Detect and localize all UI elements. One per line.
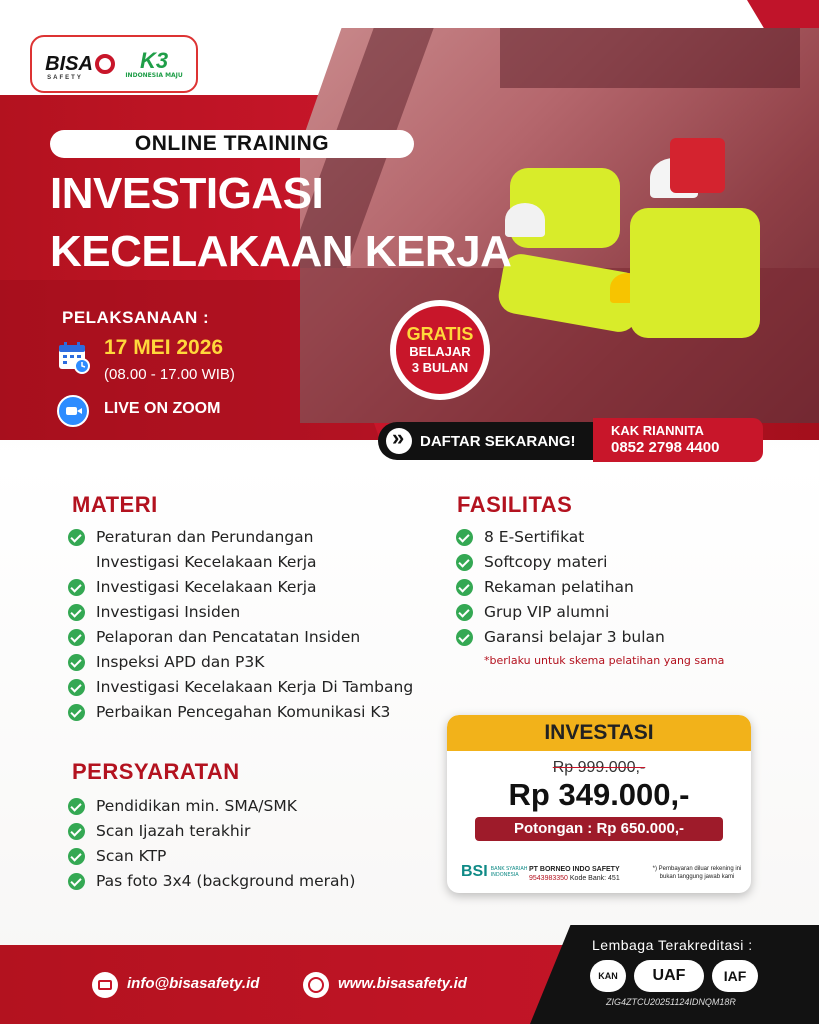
check-icon: [456, 579, 473, 596]
list-item: [68, 575, 413, 600]
double-chevron-right-icon: [386, 428, 412, 454]
list-item-text: Pendidikan min. SMA/SMK: [96, 797, 297, 815]
fasilitas-list: [456, 525, 665, 650]
list-item: [68, 525, 413, 575]
calendar-icon: [57, 340, 91, 374]
bisa-logo-text: BISA: [45, 52, 93, 75]
investment-card: [447, 715, 751, 893]
list-item-text: Scan Ijazah terakhir: [96, 822, 251, 840]
list-item-text: Grup VIP alumni: [484, 603, 610, 621]
check-icon: [68, 604, 85, 621]
bank-code: Kode Bank: 451: [569, 875, 620, 882]
event-date: 17 MEI 2026: [104, 336, 224, 359]
check-icon: [456, 554, 473, 571]
list-item: [68, 700, 413, 725]
check-icon: [68, 654, 85, 671]
uaf-logo: UAF: [634, 960, 704, 992]
certificate-code: ZIG4ZTCU20251124IDNQM18R: [606, 997, 736, 1007]
kan-logo: KAN: [590, 960, 626, 992]
k3-logo: [125, 47, 183, 79]
k3-logo-sub: INDONESIA MAJU: [125, 71, 183, 79]
zoom-icon: [57, 395, 89, 427]
check-icon: [68, 529, 85, 546]
page-title-line-2: KECELAKAAN KERJA: [50, 227, 512, 276]
first-aid-kit: [670, 138, 725, 193]
k3-logo-text: K3: [140, 47, 169, 73]
mail-icon: [92, 972, 118, 998]
list-item: [456, 525, 665, 550]
check-icon: [68, 798, 85, 815]
payment-disclaimer: *) Pembayaran diluar rekening ini bukan tanggung jawab kami: [652, 866, 742, 880]
discount-badge: Potongan : Rp 650.000,-: [475, 817, 723, 841]
badge-line-1: GRATIS: [406, 324, 474, 344]
list-item: [68, 794, 355, 819]
old-price: Rp 999.000,-: [552, 759, 646, 776]
list-item: [68, 600, 413, 625]
check-icon: [68, 629, 85, 646]
training-type-pill: ONLINE TRAINING: [50, 130, 414, 158]
page-title-line-1: INVESTIGASI: [50, 169, 324, 218]
bank-info: [529, 865, 620, 883]
contact-name: KAK RIANNITA: [611, 423, 704, 438]
account-name: PT BORNEO INDO SAFETY: [529, 866, 620, 873]
event-time: (08.00 - 17.00 WIB): [104, 366, 235, 383]
list-item-text: Investigasi Insiden: [96, 603, 241, 621]
globe-icon: [303, 972, 329, 998]
list-item-text: Garansi belajar 3 bulan: [484, 628, 665, 646]
list-item-text: Softcopy materi: [484, 553, 608, 571]
list-item-text: Rekaman pelatihan: [484, 578, 634, 596]
iaf-logo: IAF: [712, 960, 758, 992]
list-item: [68, 625, 413, 650]
register-button[interactable]: [378, 422, 593, 460]
check-icon: [68, 579, 85, 596]
list-item-text: Pelaporan dan Pencatatan Insiden: [96, 628, 361, 646]
worker-vest: [630, 208, 760, 338]
contact-box[interactable]: [593, 418, 763, 462]
fasilitas-title: FASILITAS: [457, 492, 573, 517]
list-item-text: Inspeksi APD dan P3K: [96, 653, 265, 671]
badge-line-2: BELAJAR: [409, 344, 471, 359]
hero-photo: [300, 28, 819, 423]
list-item: [456, 575, 665, 600]
list-item: [68, 675, 413, 700]
list-item: [68, 869, 355, 894]
materi-list: [68, 525, 413, 725]
list-item: [456, 625, 665, 650]
badge-line-3: 3 BULAN: [411, 360, 469, 375]
account-number: 9543983350: [529, 875, 568, 882]
contact-phone[interactable]: 0852 2798 4400: [611, 439, 720, 456]
register-button-label: DAFTAR SEKARANG!: [420, 432, 576, 450]
investment-title: INVESTASI: [447, 715, 751, 751]
gear-icon: [95, 54, 115, 74]
free-study-badge: [390, 300, 490, 400]
bisa-logo: [45, 52, 115, 81]
bsi-logo: [461, 863, 531, 881]
list-item-text: Peraturan dan Perundangan: [96, 528, 314, 546]
materi-title: MATERI: [72, 492, 158, 517]
list-item: [456, 600, 665, 625]
schedule-label: PELAKSANAAN :: [62, 308, 210, 327]
list-item-text: Investigasi Kecelakaan Kerja: [96, 578, 317, 596]
accreditation-label: Lembaga Terakreditasi :: [592, 937, 753, 953]
list-item: [68, 844, 355, 869]
logo-box: [30, 35, 198, 93]
bisa-logo-sub: SAFETY: [47, 74, 83, 81]
list-item-text: Perbaikan Pencegahan Komunikasi K3: [96, 703, 391, 721]
list-item-text: Scan KTP: [96, 847, 167, 865]
footer-email[interactable]: info@bisasafety.id: [127, 975, 260, 992]
check-icon: [68, 679, 85, 696]
event-platform: LIVE ON ZOOM: [104, 400, 221, 417]
list-item: [68, 819, 355, 844]
bsi-logo-text: BSI: [461, 863, 488, 880]
fasilitas-note: *berlaku untuk skema pelatihan yang sama: [484, 654, 725, 667]
check-icon: [68, 823, 85, 840]
check-icon: [456, 629, 473, 646]
list-item: [456, 550, 665, 575]
footer-website[interactable]: www.bisasafety.id: [338, 975, 467, 992]
list-item-text: Pas foto 3x4 (background merah): [96, 872, 356, 890]
photo-beam: [500, 28, 800, 88]
list-item-text: Investigasi Kecelakaan Kerja Di Tambang: [96, 678, 414, 696]
list-item-text: 8 E-Sertifikat: [484, 528, 585, 546]
new-price: Rp 349.000,-: [508, 777, 690, 812]
persyaratan-title: PERSYARATAN: [72, 759, 240, 784]
check-icon: [456, 604, 473, 621]
persyaratan-list: [68, 794, 355, 894]
bsi-logo-sub: BANK SYARIAH INDONESIA: [490, 866, 528, 878]
list-item-text: Investigasi Kecelakaan Kerja: [96, 553, 317, 571]
check-icon: [68, 848, 85, 865]
check-icon: [456, 529, 473, 546]
list-item: [68, 650, 413, 675]
check-icon: [68, 873, 85, 890]
check-icon: [68, 704, 85, 721]
